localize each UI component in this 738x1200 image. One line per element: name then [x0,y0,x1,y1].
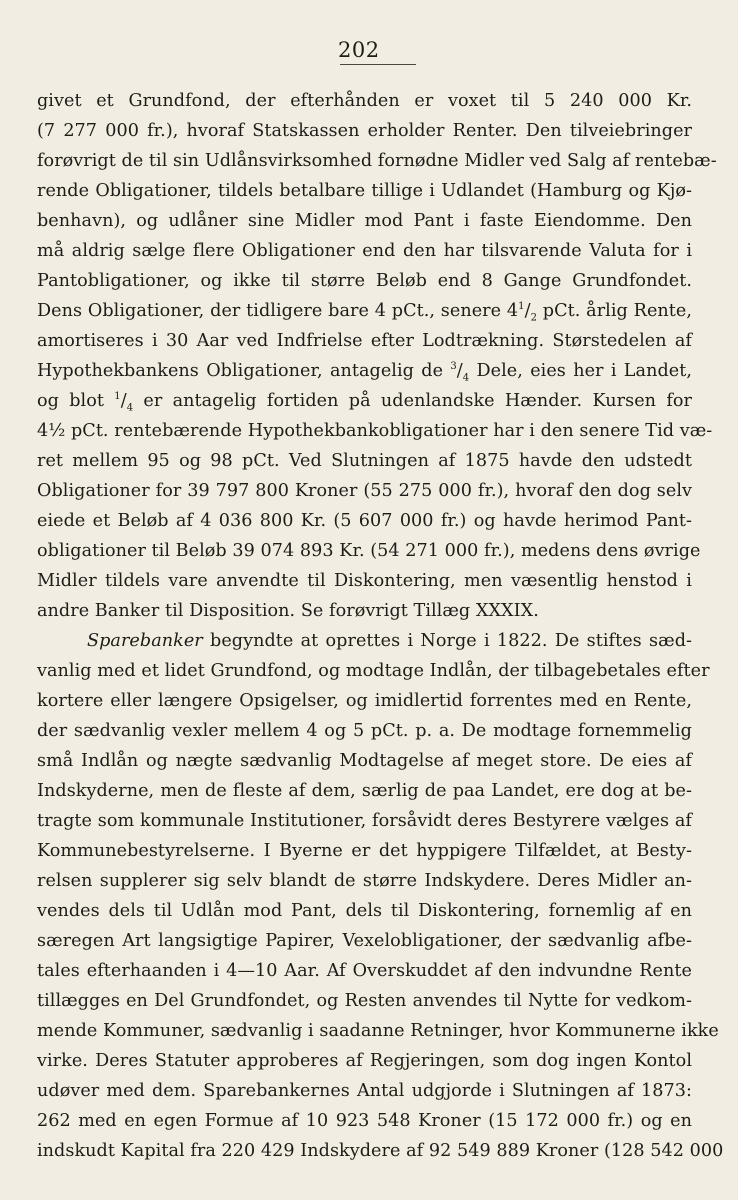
text-line-9: amortiseres i 30 Aar ved Indfrielse efter Lodtrækning. Størstedelen af [37,331,692,351]
text-line-8: Dens Obligationer, der tidligere bare 4 pCt., senere $4^1/_2$ pCt. årlig Rente, [37,301,693,324]
text-line-30: tales efterhaanden i 4—10 Aar. Af Overskuddet af den indvundne Rente [37,961,692,981]
fraction-denominator: 4 [126,402,134,414]
line-10-start: Hypothekbankens Obligationer, antagelig de [37,361,451,381]
text-line-25: tragte som kommunale Institutioner, forsåvidt deres Bestyrere vælges af [37,811,692,831]
text-line-12: 4½ pCt. rentebærende Hypothekbankobligationer har i den senere Tid væ- [37,421,713,441]
rate-fraction-denominator: 2 [530,312,537,324]
text-line-27: relsen supplerer sig selv blandt de større Indskydere. Deres Midler an- [37,871,692,891]
text-line-7: Pantobligationer, og ikke til større Beløb end 8 Gange Grundfondet. [37,271,692,291]
text-line-10: Hypothekbankens Obligationer, antagelig de $^3/_4$ Dele, eies her i Landet, [37,361,692,384]
text-line-5: benhavn), og udlåner sine Midler mod Pant i faste Eiendomme. Den [37,211,692,231]
text-line-1: givet et Grundfond, der efterhånden er voxet til 5 240 000 Kr. [37,91,692,111]
rate-fraction-numerator: 1 [518,301,525,313]
text-line-2: (7 277 000 fr.), hvoraf Statskassen erholder Renter. Den tilveiebringer [37,121,692,141]
fraction-denominator: 4 [462,372,470,384]
text-line-13: ret mellem 95 og 98 pCt. Ved Slutningen af 1875 havde den udstedt [37,451,692,471]
text-line-28: vendes dels til Udlån mod Pant, dels til Diskontering, fornemlig af en [37,901,692,921]
text-line-33: virke. Deres Statuter approberes af Regjeringen, som dog ingen Kontol [37,1051,692,1071]
text-line-19 [87,626,692,656]
fraction-numerator: 3 [450,361,457,373]
text-line-24: Indskyderne, men de fleste af dem, særlig de paa Landet, ere dog at be- [37,781,692,801]
text-line-22: der sædvanlig vexler mellem 4 og 5 pCt. p. a. De modtage fornemmelig [37,721,692,741]
page-number: 202 [338,38,380,62]
text-line-4: rende Obligationer, tildels betalbare tillige i Udlandet (Hamburg og Kjø- [37,181,692,201]
text-line-15: eiede et Beløb af 4 036 800 Kr. (5 607 000 fr.) og havde herimod Pant- [37,511,692,531]
text-line-20: vanlig med et lidet Grundfond, og modtage Indlån, der tilbagebetales efter [37,661,710,681]
text-line-11: og blot $^1/_4$ er antagelig fortiden på udenlandske Hænder. Kursen for [37,391,692,414]
line-11-start: og blot [37,391,115,411]
line-10-end: Dele, eies her i Landet, [469,361,692,381]
text-line-36: indskudt Kapital fra 220 429 Indskydere af 92 549 889 Kroner (128 542 000 [37,1141,724,1161]
text-line-18: andre Banker til Disposition. Se forøvrigt Tillæg XXXIX. [37,601,539,621]
text-line-6: må aldrig sælge flere Obligationer end den har tilsvarende Valuta for i [37,241,692,261]
text-line-35: 262 med en egen Formue af 10 923 548 Kroner (15 172 000 fr.) og en [37,1111,692,1131]
text-line-3: forøvrigt de til sin Udlånsvirksomhed fornødne Midler ved Salg af rentebæ- [37,151,717,171]
rate-whole: 4 [506,301,519,321]
fraction-numerator: 1 [114,391,121,403]
text-line-31: tillægges en Del Grundfondet, og Resten anvendes til Nytte for vedkom- [37,991,692,1011]
text-line-16: obligationer til Beløb 39 074 893 Kr. (54 271 000 fr.), medens dens øvrige [37,541,701,561]
text-line-32: mende Kommuner, sædvanlig i saadanne Retninger, hvor Kommunerne ikke [37,1021,719,1041]
text-line-14: Obligationer for 39 797 800 Kroner (55 275 000 fr.), hvoraf den dog selv [37,481,692,501]
line-8-end: pCt. årlig Rente, [536,301,693,321]
text-line-34: udøver med dem. Sparebankernes Antal udgjorde i Slutningen af 1873: [37,1081,692,1101]
line-8-start: Dens Obligationer, der tidligere bare 4 pCt., senere [37,301,507,321]
text-line-17: Midler tildels vare anvendte til Diskontering, men væsentlig henstod i [37,571,692,591]
section-term-sparebanker: Sparebanker [87,631,203,651]
line-19-end: begyndte at oprettes i Norge i 1822. De stiftes sæd- [202,631,692,651]
page-number-rule [340,64,416,65]
text-line-26: Kommunebestyrelserne. I Byerne er det hyppigere Tilfældet, at Besty- [37,841,692,861]
text-line-21: kortere eller længere Opsigelser, og imidlertid forrentes med en Rente, [37,691,692,711]
text-line-29: særegen Art langsigtige Papirer, Vexelobligationer, der sædvanlig afbe- [37,931,692,951]
text-line-23: små Indlån og nægte sædvanlig Modtagelse af meget store. De eies af [37,751,692,771]
line-11-end: er antagelig fortiden på udenlandske Hænder. Kursen for [133,391,692,411]
